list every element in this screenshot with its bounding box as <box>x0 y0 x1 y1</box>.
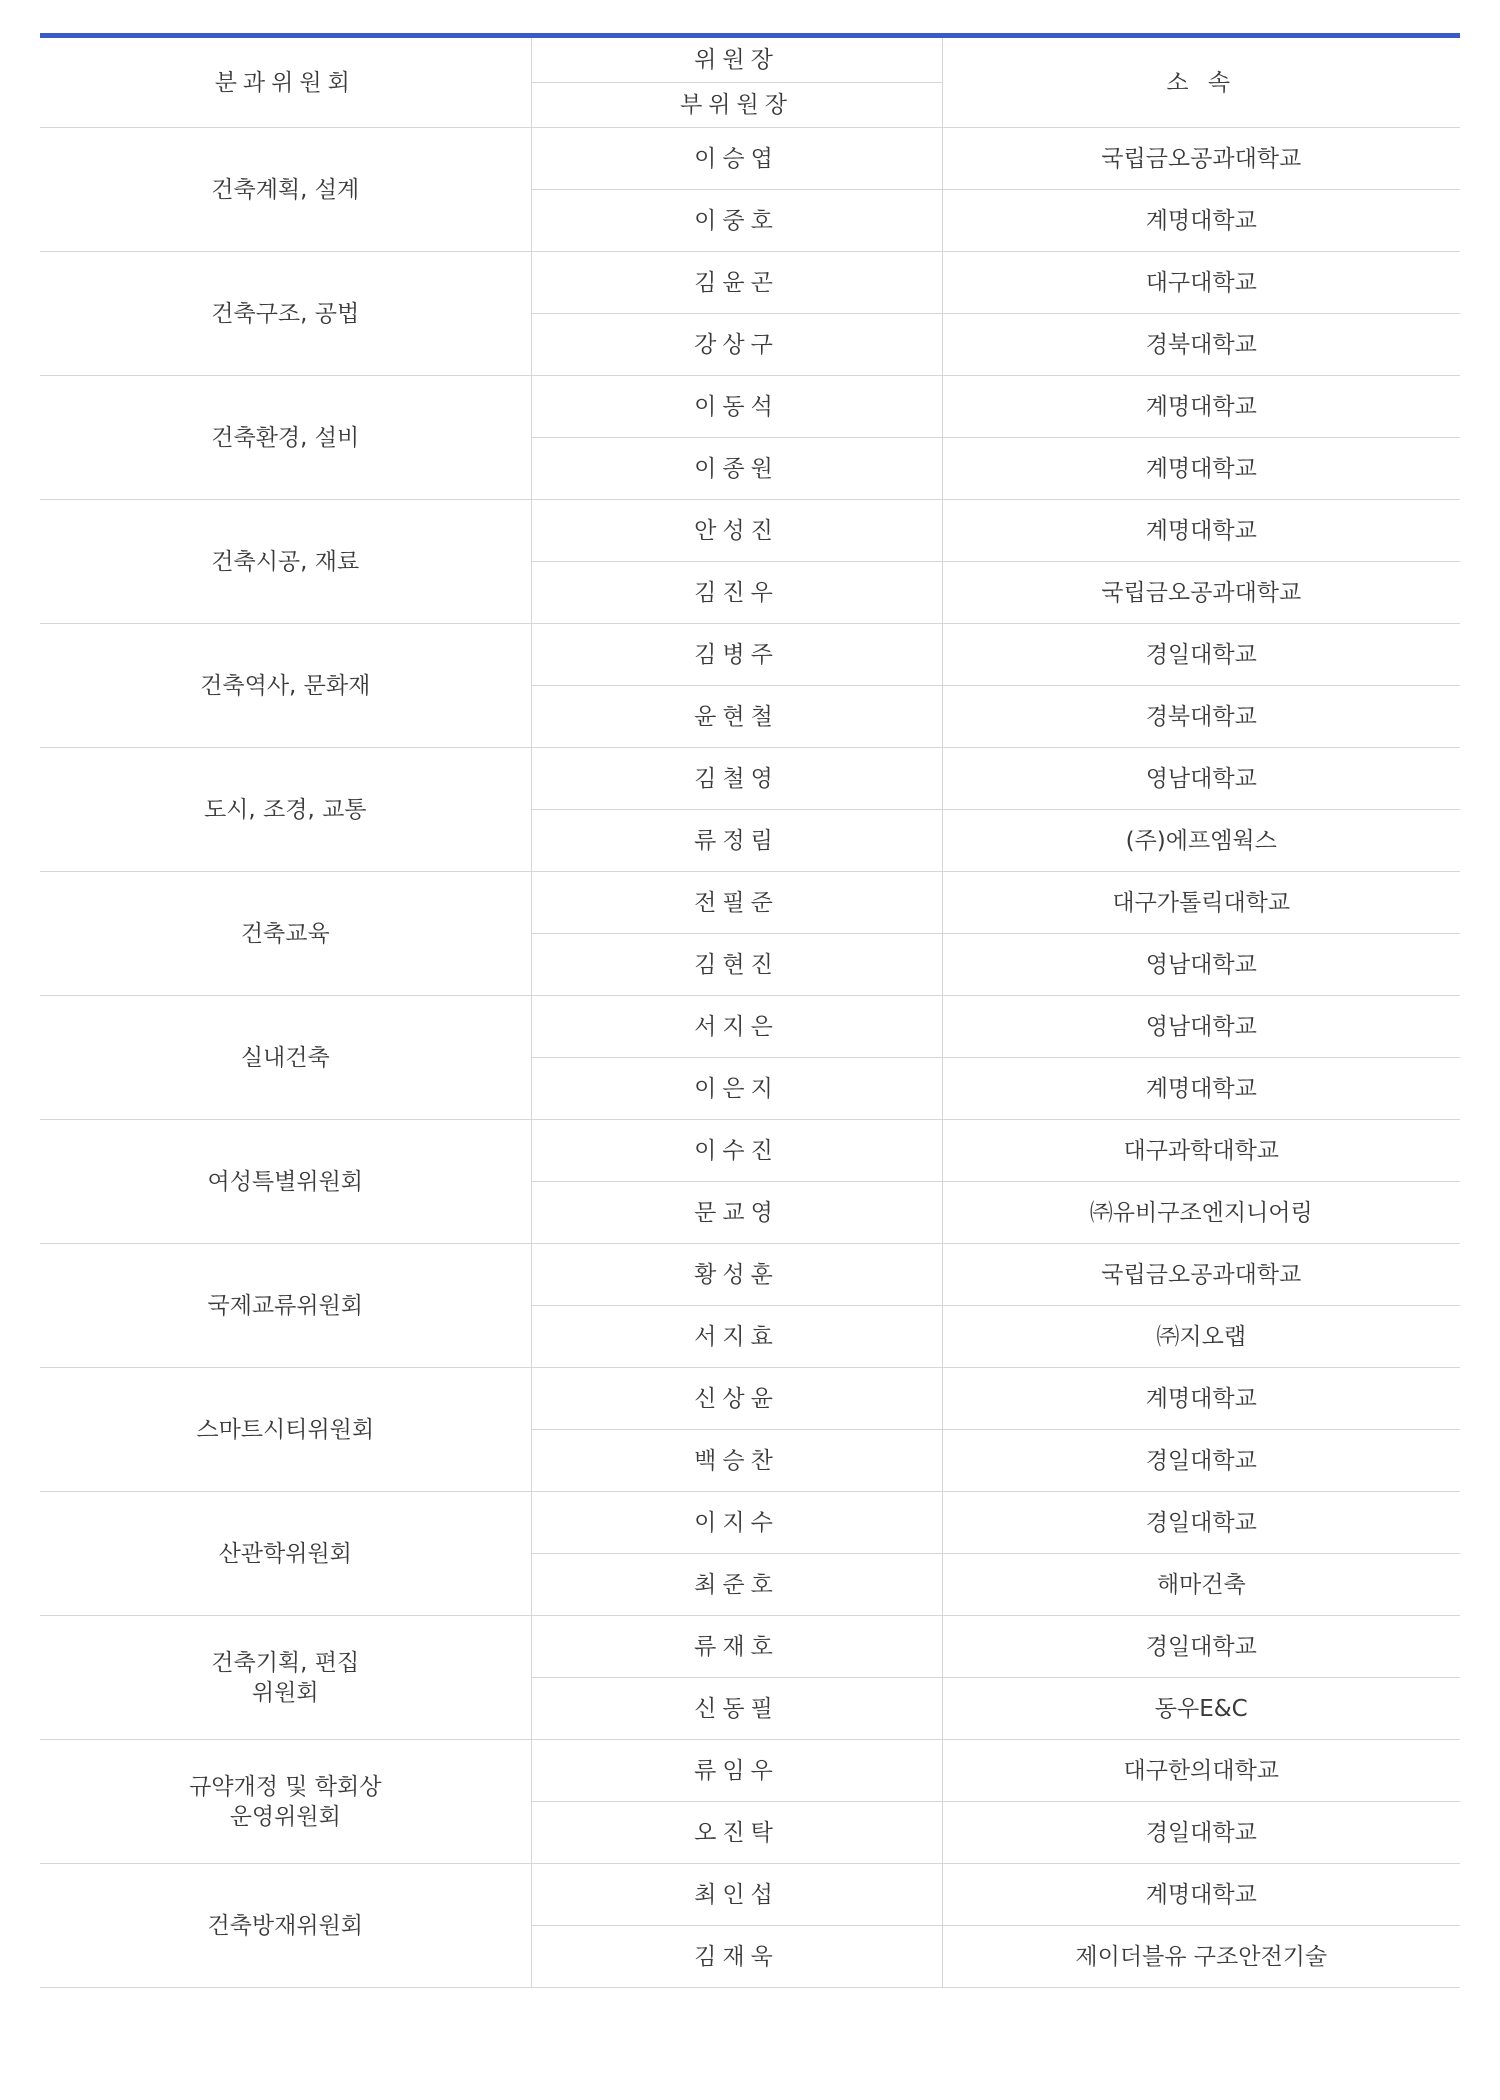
chair-name: 김병주 <box>531 624 942 686</box>
table-row <box>40 1368 1460 1430</box>
affiliation: 경북대학교 <box>942 686 1460 748</box>
chair-name: 류임우 <box>531 1740 942 1802</box>
committee-name: 건축방재위원회 <box>40 1864 531 1988</box>
table-row <box>40 128 1460 190</box>
affiliation: 동우E&C <box>942 1678 1460 1740</box>
affiliation: 계명대학교 <box>942 1058 1460 1120</box>
chair-name: 이지수 <box>531 1492 942 1554</box>
affiliation: 해마건축 <box>942 1554 1460 1616</box>
affiliation: 경일대학교 <box>942 1492 1460 1554</box>
vice-chair-name: 이은지 <box>531 1058 942 1120</box>
vice-chair-name: 윤현철 <box>531 686 942 748</box>
header-chair: 위원장 <box>531 38 942 83</box>
table-row <box>40 500 1460 562</box>
committee-name: 산관학위원회 <box>40 1492 531 1616</box>
committee-name: 국제교류위원회 <box>40 1244 531 1368</box>
vice-chair-name: 김재욱 <box>531 1926 942 1988</box>
committee-name: 규약개정 및 학회상 운영위원회 <box>40 1740 531 1864</box>
vice-chair-name: 이종원 <box>531 438 942 500</box>
affiliation: 영남대학교 <box>942 748 1460 810</box>
header-affiliation: 소 속 <box>942 38 1460 128</box>
committee-name: 스마트시티위원회 <box>40 1368 531 1492</box>
vice-chair-name: 최준호 <box>531 1554 942 1616</box>
affiliation: 계명대학교 <box>942 438 1460 500</box>
affiliation: 경일대학교 <box>942 1802 1460 1864</box>
affiliation: 제이더블유 구조안전기술 <box>942 1926 1460 1988</box>
chair-name: 신상윤 <box>531 1368 942 1430</box>
committee-name: 건축시공, 재료 <box>40 500 531 624</box>
vice-chair-name: 신동필 <box>531 1678 942 1740</box>
committee-name: 도시, 조경, 교통 <box>40 748 531 872</box>
table-row <box>40 1864 1460 1926</box>
chair-name: 황성훈 <box>531 1244 942 1306</box>
affiliation: 경북대학교 <box>942 314 1460 376</box>
affiliation: 계명대학교 <box>942 500 1460 562</box>
affiliation: 영남대학교 <box>942 934 1460 996</box>
affiliation: 계명대학교 <box>942 376 1460 438</box>
affiliation: 국립금오공과대학교 <box>942 1244 1460 1306</box>
chair-name: 안성진 <box>531 500 942 562</box>
chair-name: 전필준 <box>531 872 942 934</box>
vice-chair-name: 류정림 <box>531 810 942 872</box>
affiliation: 국립금오공과대학교 <box>942 128 1460 190</box>
affiliation: ㈜지오랩 <box>942 1306 1460 1368</box>
header-committee: 분과위원회 <box>40 38 531 128</box>
vice-chair-name: 서지효 <box>531 1306 942 1368</box>
vice-chair-name: 김진우 <box>531 562 942 624</box>
affiliation: 계명대학교 <box>942 190 1460 252</box>
affiliation: 계명대학교 <box>942 1368 1460 1430</box>
table-row <box>40 872 1460 934</box>
affiliation: 국립금오공과대학교 <box>942 562 1460 624</box>
table-row <box>40 748 1460 810</box>
affiliation: (주)에프엠웍스 <box>942 810 1460 872</box>
table-row <box>40 252 1460 314</box>
table-row <box>40 1616 1460 1678</box>
table-row <box>40 996 1460 1058</box>
chair-name: 김철영 <box>531 748 942 810</box>
affiliation: 대구대학교 <box>942 252 1460 314</box>
chair-name: 이수진 <box>531 1120 942 1182</box>
table-row <box>40 1244 1460 1306</box>
affiliation: 영남대학교 <box>942 996 1460 1058</box>
vice-chair-name: 오진탁 <box>531 1802 942 1864</box>
vice-chair-name: 강상구 <box>531 314 942 376</box>
committee-name: 실내건축 <box>40 996 531 1120</box>
affiliation: ㈜유비구조엔지니어링 <box>942 1182 1460 1244</box>
chair-name: 이승엽 <box>531 128 942 190</box>
affiliation: 경일대학교 <box>942 1616 1460 1678</box>
chair-name: 최인섭 <box>531 1864 942 1926</box>
chair-name: 서지은 <box>531 996 942 1058</box>
committee-name: 건축교육 <box>40 872 531 996</box>
committee-name: 여성특별위원회 <box>40 1120 531 1244</box>
table-row <box>40 1740 1460 1802</box>
committee-name: 건축역사, 문화재 <box>40 624 531 748</box>
vice-chair-name: 김현진 <box>531 934 942 996</box>
committee-name: 건축구조, 공법 <box>40 252 531 376</box>
table-body <box>40 128 1460 1988</box>
table-row <box>40 1120 1460 1182</box>
vice-chair-name: 문교영 <box>531 1182 942 1244</box>
committee-name: 건축환경, 설비 <box>40 376 531 500</box>
table-header <box>40 38 1460 128</box>
header-vice-chair: 부위원장 <box>531 83 942 128</box>
committee-table <box>40 38 1460 1988</box>
affiliation: 대구가톨릭대학교 <box>942 872 1460 934</box>
affiliation: 경일대학교 <box>942 1430 1460 1492</box>
chair-name: 이동석 <box>531 376 942 438</box>
committee-name: 건축계획, 설계 <box>40 128 531 252</box>
vice-chair-name: 백승찬 <box>531 1430 942 1492</box>
affiliation: 대구과학대학교 <box>942 1120 1460 1182</box>
committee-name: 건축기획, 편집 위원회 <box>40 1616 531 1740</box>
chair-name: 김윤곤 <box>531 252 942 314</box>
affiliation: 계명대학교 <box>942 1864 1460 1926</box>
table-row <box>40 1492 1460 1554</box>
affiliation: 대구한의대학교 <box>942 1740 1460 1802</box>
affiliation: 경일대학교 <box>942 624 1460 686</box>
vice-chair-name: 이중호 <box>531 190 942 252</box>
table-row <box>40 624 1460 686</box>
table-row <box>40 376 1460 438</box>
chair-name: 류재호 <box>531 1616 942 1678</box>
